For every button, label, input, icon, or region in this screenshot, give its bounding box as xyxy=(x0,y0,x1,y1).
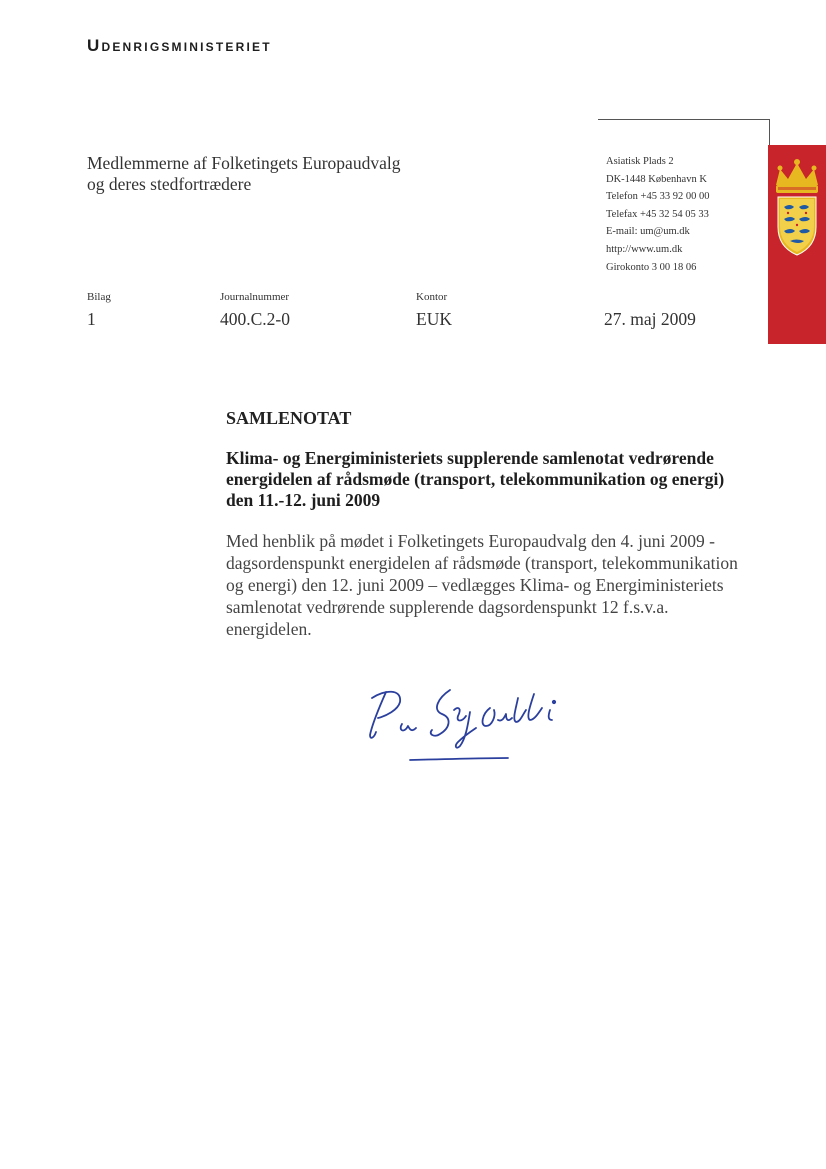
document-heading: SAMLENOTAT xyxy=(226,408,352,428)
address-phone: Telefon +45 33 92 00 00 xyxy=(606,191,710,203)
ministry-name: Udenrigsministeriet xyxy=(87,36,272,55)
journal-value: 400.C.2-0 xyxy=(220,309,290,329)
bilag-label: Bilag xyxy=(87,291,111,303)
document-body: Med henblik på mødet i Folketingets Europaudvalg den 4. juni 2009 - dagsordenspunkt energidelen af rådsmøde (transport, telekommunikation og energi) den 12. juni 2009 – vedlægges Klima- og Energiministeriets samlenotat vedrørende supplerende dagsordenspunkt 12 f.s.v.a. energidelen. xyxy=(226,531,738,639)
document-subheading: Klima- og Energiministeriets supplerende samlenotat vedrørende energidelen af rådsmøde (transport, telekommunikation og energi) den 11.-12. juni 2009 xyxy=(226,448,725,510)
address-email: E-mail: um@um.dk xyxy=(606,226,690,238)
recipient-line-2: og deres stedfortrædere xyxy=(87,174,252,194)
signature-icon xyxy=(358,680,588,765)
address-giro: Girokonto 3 00 18 06 xyxy=(606,261,697,273)
kontor-value: EUK xyxy=(416,309,452,329)
address-divider-vertical xyxy=(769,119,770,145)
crest-band xyxy=(768,145,826,344)
recipient-line-1: Medlemmerne af Folketingets Europaudvalg xyxy=(87,153,401,173)
coat-of-arms-icon xyxy=(768,157,826,267)
recipient-block xyxy=(87,153,400,195)
address-city: DK-1448 København K xyxy=(606,173,707,185)
bilag-value: 1 xyxy=(87,309,96,329)
address-web: http://www.um.dk xyxy=(606,243,683,255)
address-street: Asiatisk Plads 2 xyxy=(606,156,674,167)
journal-label: Journalnummer xyxy=(220,291,290,303)
address-fax: Telefax +45 32 54 05 33 xyxy=(606,208,709,220)
sender-address xyxy=(606,153,709,276)
document-date: 27. maj 2009 xyxy=(604,309,696,329)
kontor-label: Kontor xyxy=(416,291,448,303)
address-divider xyxy=(598,119,770,120)
